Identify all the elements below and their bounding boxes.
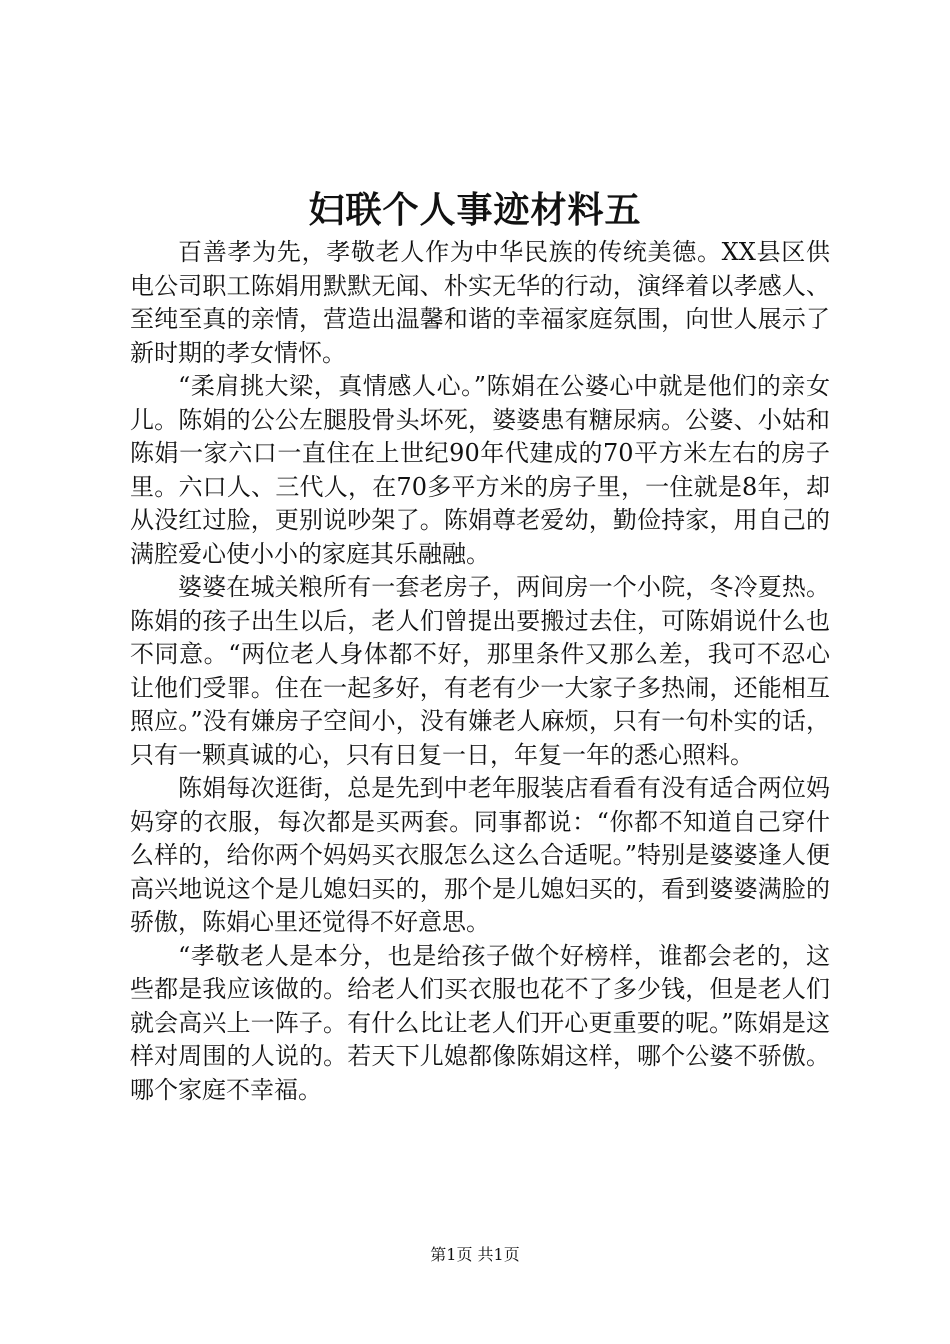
paragraph-4: 陈娟每次逛街，总是先到中老年服装店看看有没有适合两位妈妈穿的衣服，每次都是买两套。同事都说：“你都不知道自己穿什么样的，给你两个妈妈买衣服怎么这么合适呢。”特别是婆婆逢人便高兴地说这个是儿媳妇买的，那个是儿媳妇买的，看到婆婆满脸的骄傲，陈娟心里还觉得不好意思。: [130, 774, 830, 936]
paragraph-1: 百善孝为先，孝敬老人作为中华民族的传统美德。XX县区供电公司职工陈娟用默默无闻、朴实无华的行动，演绎着以孝感人、至纯至真的亲情，营造出温馨和谐的幸福家庭氛围，向世人展示了新时期的孝女情怀。: [130, 238, 830, 367]
paragraph-5: “孝敬老人是本分，也是给孩子做个好榜样，谁都会老的，这些都是我应该做的。给老人们买衣服也花不了多少钱，但是老人们就会高兴上一阵子。有什么比让老人们开心更重要的呢。”陈娟是这样对周围的人说的。若天下儿媳都像陈娟这样，哪个公婆不骄傲。哪个家庭不幸福。: [130, 941, 830, 1104]
paragraph-3: 婆婆在城关粮所有一套老房子，两间房一个小院，冬冷夏热。陈娟的孩子出生以后，老人们曾提出要搬过去住，可陈娟说什么也不同意。“两位老人身体都不好，那里条件又那么差，我可不忍心让他们受罪。住在一起多好，有老有少一大家子多热闹，还能相互照应。”没有嫌房子空间小，没有嫌老人麻烦，只有一句朴实的话，只有一颗真诚的心，只有日复一日，年复一年的悉心照料。: [130, 573, 830, 769]
page-footer: 第1页 共1页: [430, 1245, 520, 1264]
paragraph-2: “柔肩挑大梁，真情感人心。”陈娟在公婆心中就是他们的亲女儿。陈娟的公公左腿股骨头坏死，婆婆患有糖尿病。公婆、小姑和陈娟一家六口一直住在上世纪90年代建成的70平方米左右的房子里。六口人、三代人，在70多平方米的房子里，一住就是8年，却从没红过脸，更别说吵架了。陈娟尊老爱幼，勤俭持家，用自己的满腔爱心使小小的家庭其乐融融。: [130, 372, 830, 568]
document-body: [130, 236, 830, 1107]
document-title: 妇联个人事迹材料五: [308, 189, 642, 231]
